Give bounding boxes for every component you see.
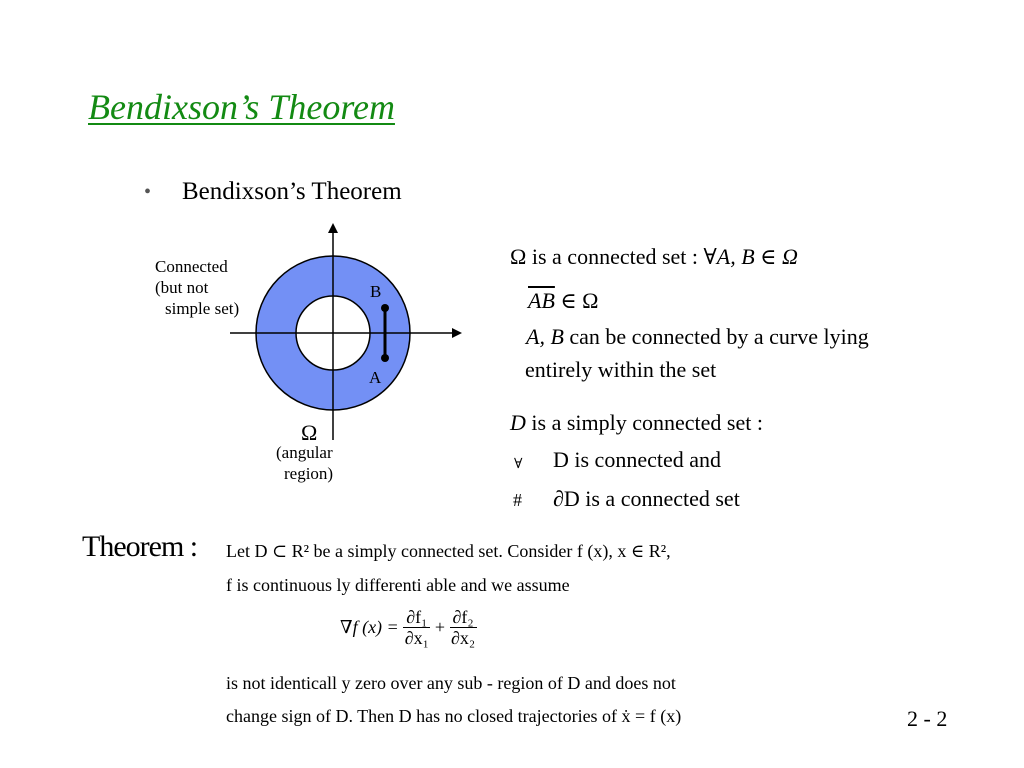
formula-plus: +: [434, 617, 446, 637]
def-simply-line2: D is connected and: [553, 447, 721, 472]
label-connected: Connected (but not simple set): [155, 257, 240, 318]
point-a-label: A: [369, 368, 382, 387]
def-simply-line1: D is a simply connected set :: [510, 410, 763, 435]
slide-title: Bendixson’s Theorem: [88, 87, 395, 127]
segment-ab-text: $\overline{AB}$: [528, 288, 555, 313]
point-a-dot: [381, 354, 389, 362]
formula-lhs: ∇f (x) =: [340, 617, 399, 637]
def-omega-segment: $\overline{AB}$ ∈ Ω: [528, 288, 599, 313]
fraction-1: $\frac{\text{∂f₁}}{\text{∂x₁}}$: [404, 607, 429, 648]
def-simply-symbol1: ∀: [514, 457, 523, 472]
bullet-text: Bendixson’s Theorem: [182, 178, 402, 205]
def-omega-line3: A, B can be connected by a curve lying: [526, 324, 869, 349]
theorem-line1: Let D ⊂ R² be a simply connected set. Consider f (x), x ∈ R²,: [226, 541, 671, 561]
label-angular-region: (angular region): [276, 443, 334, 483]
x-axis-arrow: [452, 328, 462, 338]
def-simply-symbol2: #: [513, 490, 522, 510]
y-axis-arrow: [328, 223, 338, 233]
theorem-line4: change sign of D. Then D has no closed trajectories of ẋ = f (x): [226, 706, 682, 726]
theorem-heading: Theorem :: [82, 530, 198, 563]
omega-symbol: Ω: [301, 420, 318, 445]
point-b-label: B: [370, 282, 382, 301]
def-omega-line4: entirely within the set: [525, 357, 717, 382]
def-omega-line1: Ω is a connected set : ∀A, B ∈ Ω: [510, 244, 798, 269]
fraction-2: $\frac{\text{∂f₂}}{\text{∂x₂}}$: [451, 607, 476, 648]
bullet-marker: •: [144, 181, 152, 203]
point-b-dot: [381, 304, 389, 312]
theorem-formula: [340, 607, 481, 648]
def-simply-line3: ∂D is a connected set: [553, 486, 740, 511]
theorem-line2: f is continuous ly differenti able and we assume: [226, 575, 570, 595]
page-number: 2 - 2: [907, 706, 948, 731]
theorem-line3: is not identicall y zero over any sub - region of D and does not: [226, 673, 676, 693]
